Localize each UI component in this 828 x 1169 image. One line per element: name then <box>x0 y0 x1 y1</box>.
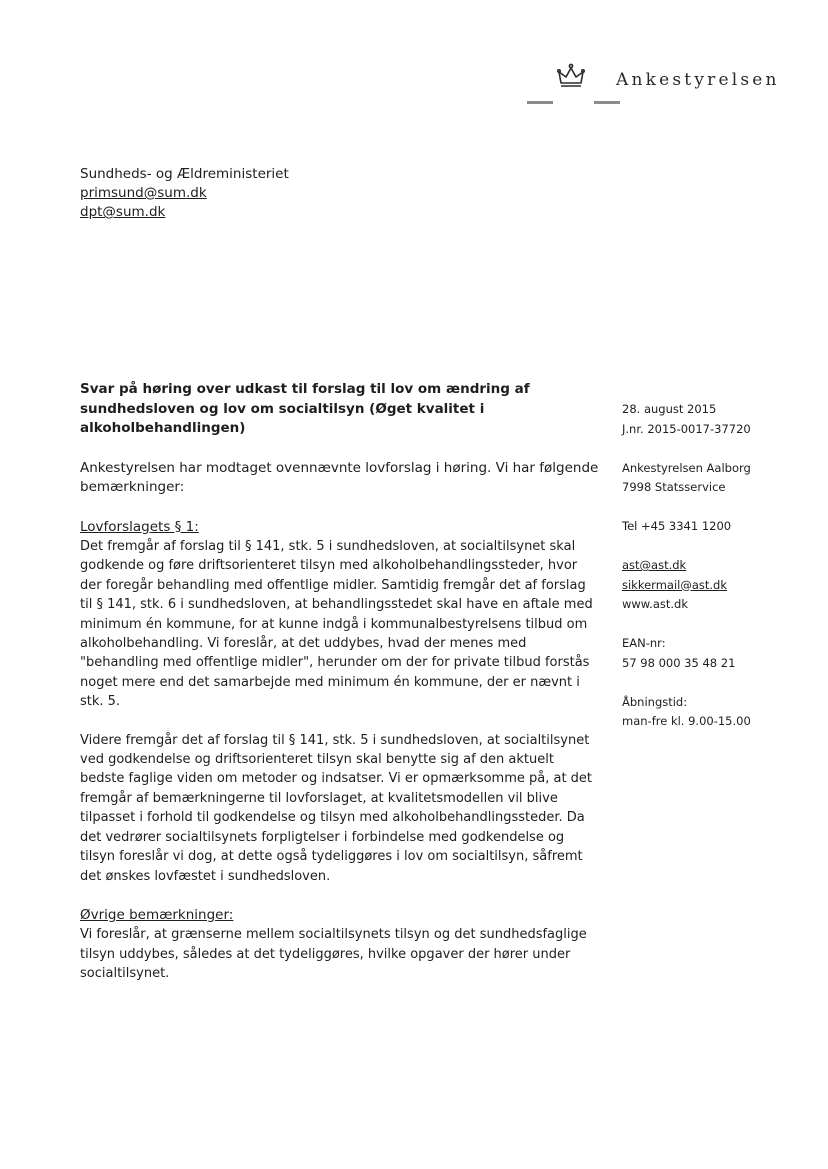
section-heading-lovforslag: Lovforslagets § 1: <box>80 518 199 535</box>
org-logo <box>520 60 810 116</box>
letter-title: Svar på høring over udkast til forslag til lov om ændring af sundhedsloven og lov om socialtilsyn (Øget kvalitet i alkoholbehandlingen) <box>80 381 530 436</box>
letter-body <box>80 380 600 984</box>
org-name: Ankestyrelsen <box>616 70 780 90</box>
section-paragraph: Vi foreslår, at grænserne mellem socialtilsynets tilsyn og det sundhedsfaglige tilsyn uddybes, således at det tydeliggøres, hvilke opgaver der hører under socialtilsynet. <box>80 927 587 982</box>
sidebar-info <box>622 400 822 732</box>
opening-hours: man-fre kl. 9.00-15.00 <box>622 714 751 728</box>
office-name: Ankestyrelsen Aalborg <box>622 460 751 475</box>
logo-bar-left <box>527 101 553 104</box>
website-link[interactable]: www.ast.dk <box>622 597 688 611</box>
phone-number: Tel +45 3341 1200 <box>622 519 732 533</box>
office-address: 7998 Statsservice <box>622 480 726 494</box>
crown-icon <box>556 62 586 92</box>
journal-number: J.nr. 2015-0017-37720 <box>622 421 751 436</box>
ean-label: EAN-nr: <box>622 636 666 650</box>
ean-number: 57 98 000 35 48 21 <box>622 655 736 670</box>
letter-intro: Ankestyrelsen har modtaget ovennævnte lovforslag i høring. Vi har følgende bemærkninger: <box>80 459 599 495</box>
recipient-email-primsund[interactable]: primsund@sum.dk <box>80 185 207 201</box>
recipient-block <box>80 165 289 222</box>
section-paragraph: Det fremgår af forslag til § 141, stk. 5 i sundhedsloven, at socialtilsynet skal godkende og føre driftsorienteret tilsyn med alkoholbehandlingssteder, hvor der foregår behandling med offentlige midler. Samtidig fremgår det af forslag til § 141, stk. 6 i sundhedsloven, at behandlingsstedet skal have en aftale med minimum én kommune, for at kunne indgå i kommunalbestyrelsens tilbud om alkoholbehandling. Vi foreslår, at det uddybes, hvad der menes med "behandling med offentlige midler", herunder om der for private tilbud forstås noget mere end det samarbejde med minimum én kommune, der er nævnt i stk. 5. <box>80 539 593 710</box>
recipient-name: Sundheds- og Ældreministeriet <box>80 166 289 182</box>
section-paragraph: Videre fremgår det af forslag til § 141, stk. 5 i sundhedsloven, at socialtilsynet ved godkendelse og driftsorienteret tilsyn skal benytte sig af den aktuelt bedste faglige viden om metoder og indsatser. Vi er opmærksomme på, at det fremgår af bemærkningerne til lovforslaget, at kvalitetsmodellen vil blive tilpasset i forhold til godkendelse og tilsyn med alkoholbehandlingssteder. Da det vedrører socialtilsynets forpligtelser i forbindelse med godkendelse og tilsyn foreslår vi dog, at dette også tydeliggøres i lov om socialtilsyn, såfremt det ønskes lovfæstet i sundhedsloven. <box>80 732 593 884</box>
email-link[interactable]: ast@ast.dk <box>622 558 687 572</box>
opening-hours-label: Åbningstid: <box>622 694 688 709</box>
secure-email-link[interactable]: sikkermail@ast.dk <box>622 577 727 592</box>
logo-bar-right <box>594 101 620 104</box>
recipient-email-dpt[interactable]: dpt@sum.dk <box>80 204 166 220</box>
letter-date: 28. august 2015 <box>622 402 717 416</box>
section-heading-oevrige: Øvrige bemærkninger: <box>80 906 234 923</box>
